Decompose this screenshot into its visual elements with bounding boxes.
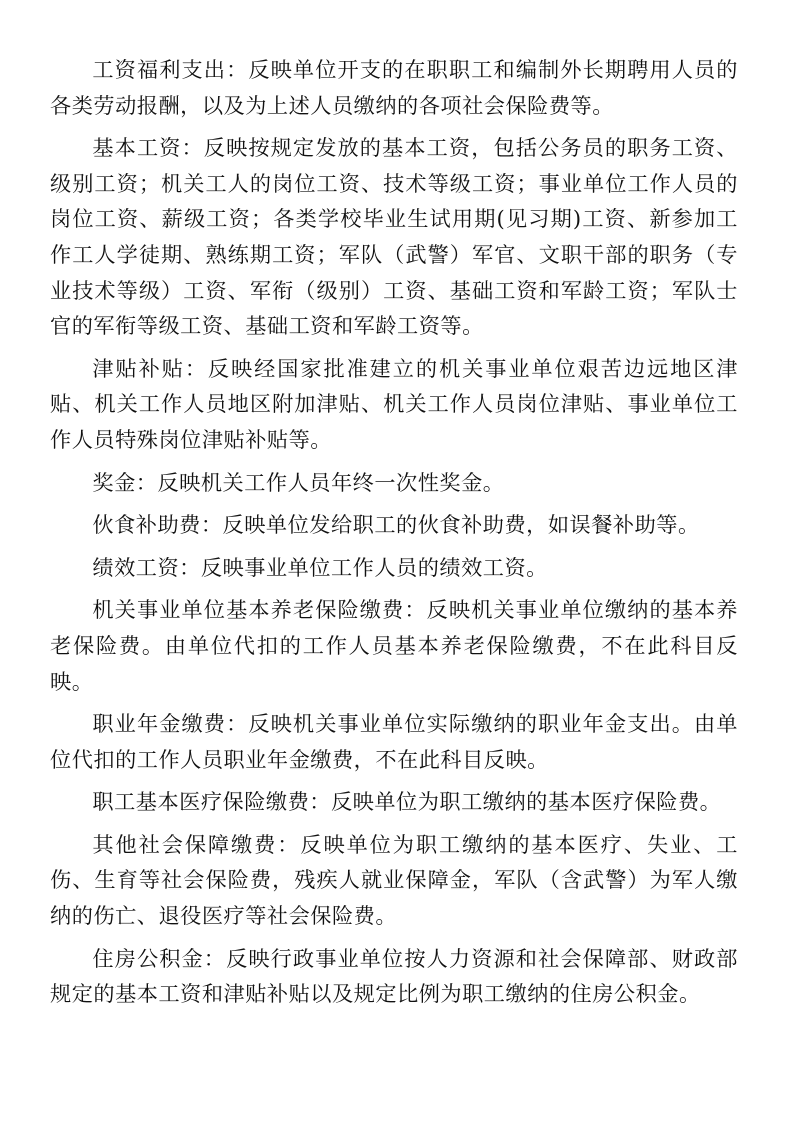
paragraph-allowances: 津贴补贴：反映经国家批准建立的机关事业单位艰苦边远地区津贴、机关工作人员地区附加津贴、机关工作人员岗位津贴、事业单位工作人员特殊岗位津贴补贴等。 — [50, 355, 738, 452]
paragraph-performance-pay: 绩效工资：反映事业单位工作人员的绩效工资。 — [92, 554, 548, 580]
paragraph-other-social-security: 其他社会保障缴费：反映单位为职工缴纳的基本医疗、失业、工伤、生育等社会保险费，残疾人就业保障金，军队（含武警）为军人缴纳的伤亡、退役医疗等社会保险费。 — [50, 831, 738, 929]
paragraph-medical-insurance: 职工基本医疗保险缴费：反映单位为职工缴纳的基本医疗保险费。 — [92, 789, 722, 815]
paragraph-wage-welfare: 工资福利支出：反映单位开支的在职职工和编制外长期聘用人员的各类劳动报酬，以及为上述人员缴纳的各项社会保险费等。 — [50, 57, 738, 118]
document-body — [50, 52, 738, 1019]
paragraph-basic-salary: 基本工资：反映按规定发放的基本工资，包括公务员的职务工资、级别工资；机关工人的岗位工资、技术等级工资；事业单位工作人员的岗位工资、薪级工资；各类学校毕业生试用期(见习期)工资、新参加工作工人学徒期、熟练期工资；军队（武警）军官、文职干部的职务（专业技术等级）工资、军衔（级别）工资、基础工资和军龄工资；军队士官的军衔等级工资、基础工资和军龄工资等。 — [50, 135, 738, 339]
paragraph-bonus: 奖金：反映机关工作人员年终一次性奖金。 — [92, 469, 505, 495]
paragraph-meal-subsidy: 伙食补助费：反映单位发给职工的伙食补助费，如误餐补助等。 — [92, 512, 700, 538]
paragraph-housing-fund: 住房公积金：反映行政事业单位按人力资源和社会保障部、财政部规定的基本工资和津贴补贴以及规定比例为职工缴纳的住房公积金。 — [50, 945, 738, 1007]
paragraph-occupational-annuity: 职业年金缴费：反映机关事业单位实际缴纳的职业年金支出。由单位代扣的工作人员职业年金缴费，不在此科目反映。 — [50, 711, 738, 772]
paragraph-pension-insurance: 机关事业单位基本养老保险缴费：反映机关事业单位缴纳的基本养老保险费。由单位代扣的工作人员基本养老保险缴费，不在此科目反映。 — [50, 597, 738, 694]
